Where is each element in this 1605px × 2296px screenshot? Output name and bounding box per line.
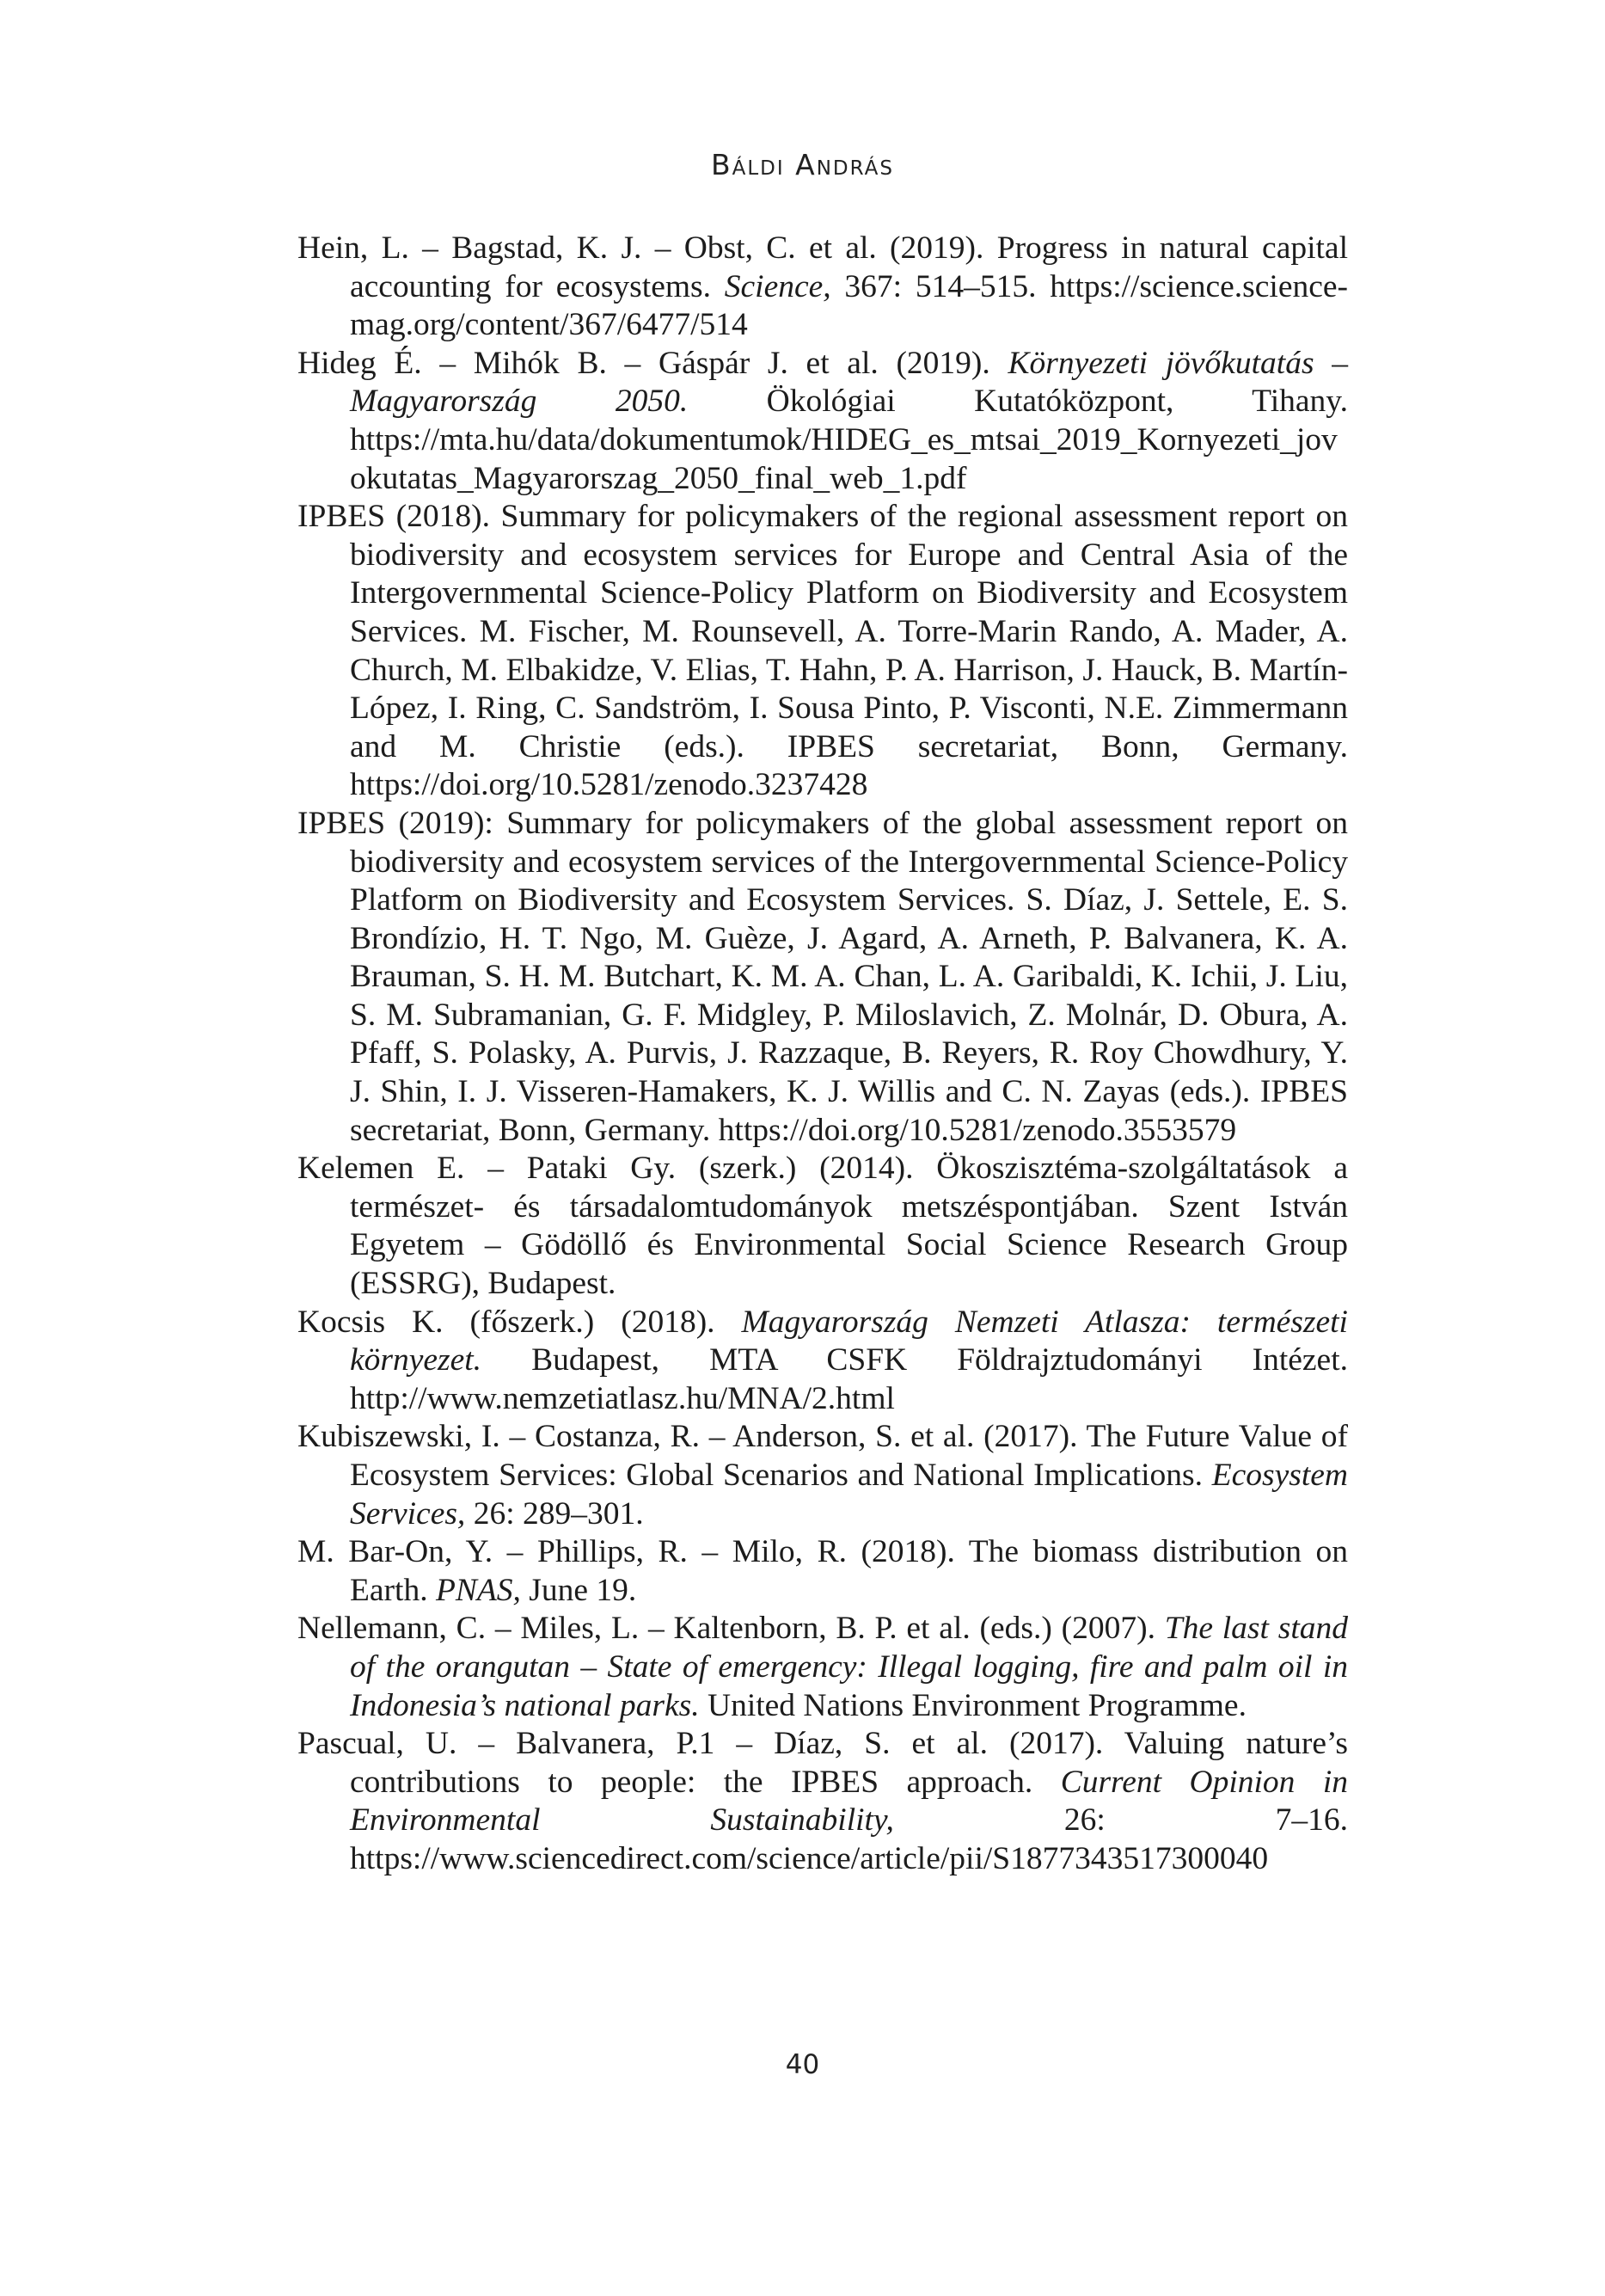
reference-text: Kubiszewski, I. – Costanza, R. – Anderson, S. et al. (2017). The Future Value of Ecosystem Services: Global Scenarios and National Implications. [297,1419,1348,1493]
reference-text: Pascual, U. – Balvanera, P.1 – Díaz, S. et al. (2017). Valuing nature’s contributions to people: the IPBES approach. [297,1726,1348,1800]
reference-entry [297,805,1348,1150]
reference-text: Nellemann, C. – Miles, L. – Kaltenborn, B. P. et al. (eds.) (2007). [297,1611,1165,1647]
reference-text: 26: 7–16. https://www.sciencedirect.com/science/article/pii/S1877343517300040 [350,1802,1349,1876]
reference-journal-title: PNAS, [435,1572,521,1608]
reference-journal-title: Science, [724,268,831,304]
reference-entry [297,1725,1348,1878]
reference-entry [297,1150,1348,1303]
reference-list [297,230,1348,1879]
reference-entry [297,1418,1348,1533]
reference-entry [297,1610,1348,1725]
reference-text: 26: 289–301. [465,1495,644,1532]
reference-text: Ökológiai Kutatóközpont, Tihany. https://mta.hu/data/dokumentumok/HIDEG_es_mtsai_2019_Kornyezeti_jovokutatas_Magyarorszag_2050_final_web_1.pdf [350,384,1348,496]
reference-text: June 19. [520,1572,637,1608]
reference-text: Budapest, MTA CSFK Földrajztudományi Intézet. http://www.nemzetiatlasz.hu/MNA/2.html [350,1342,1348,1416]
reference-journal-title: Ecosystem Services, [350,1458,1348,1532]
reference-text: Hideg É. – Mihók B. – Gáspár J. et al. (2019). [297,345,1008,381]
reference-text: Hein, L. – Bagstad, K. J. – Obst, C. et al. (2019). Progress in natural capital accounting for ecosystems. [297,230,1348,304]
reference-text: 367: 514–515. https://science.science-mag.org/content/367/6477/514 [350,268,1348,343]
reference-book-title: Magyarország Nemzeti Atlasza: természeti környezet. [350,1304,1348,1378]
reference-entry [297,1304,1348,1419]
reference-book-title: The last stand of the orangutan – State of emergency: Illegal logging, fire and palm oil in Indonesia’s national parks. [350,1611,1348,1723]
reference-text: IPBES (2019): Summary for policymakers of the global assessment report on biodiversity and ecosystem services of the Intergovernmental Science-Policy Platform on Biodiversity and Ecosystem Services. S. Díaz, J. Settele, E. S. Brondízio, H. T. Ngo, M. Guèze, J. Agard, A. Arneth, P. Balvanera, K. A. Brauman, S. H. M. Butchart, K. M. A. Chan, L. A. Garibaldi, K. Ichii, J. Liu, S. M. Subramanian, G. F. Midgley, P. Miloslavich, Z. Molnár, D. Obura, A. Pfaff, S. Polasky, A. Purvis, J. Razzaque, B. Reyers, R. Roy Chowdhury, Y. J. Shin, I. J. Visseren-Hamakers, K. J. Willis and C. N. Zayas (eds.). IPBES secretariat, Bonn, Germany. https://doi.org/10.5281/zenodo.3553579 [297,805,1348,1148]
reference-text: IPBES (2018). Summary for policymakers of the regional assessment report on biodiversity and ecosystem services for Europe and Central Asia of the Intergovernmental Science-Policy Platform on Biodiversity and Ecosystem Services. M. Fischer, M. Rounsevell, A. Torre-Marin Rando, A. Mader, A. Church, M. Elbakidze, V. Elias, T. Hahn, P. A. Harrison, J. Hauck, B. Martín-López, I. Ring, C. Sandström, I. Sousa Pinto, P. Visconti, N.E. Zimmermann and M. Christie (eds.). IPBES secretariat, Bonn, Germany. https://doi.org/10.5281/zenodo.3237428 [297,499,1348,803]
reference-text: M. Bar-On, Y. – Phillips, R. – Milo, R. (2018). The biomass distribution on Earth. [297,1534,1348,1608]
reference-book-title: Környezeti jövőkutatás – Magyarország 2050. [350,345,1348,420]
running-head: Báldi András [710,148,895,181]
reference-entry [297,1533,1348,1610]
reference-text: United Nations Environment Programme. [699,1687,1247,1723]
reference-text: Kocsis K. (főszerk.) (2018). [297,1304,742,1340]
reference-entry [297,230,1348,345]
reference-journal-title: Current Opinion in Environmental Sustainability, [350,1764,1349,1839]
reference-entry [297,498,1348,805]
reference-text: Kelemen E. – Pataki Gy. (szerk.) (2014). Ökoszisztéma-szolgáltatások a természet- és társadalomtudományok metszéspontjában. Szent István Egyetem – Gödöllő és Environmental Social Science Research Group (ESSRG), Budapest. [297,1151,1348,1302]
reference-entry [297,345,1348,498]
page-number: 40 [785,2049,820,2080]
